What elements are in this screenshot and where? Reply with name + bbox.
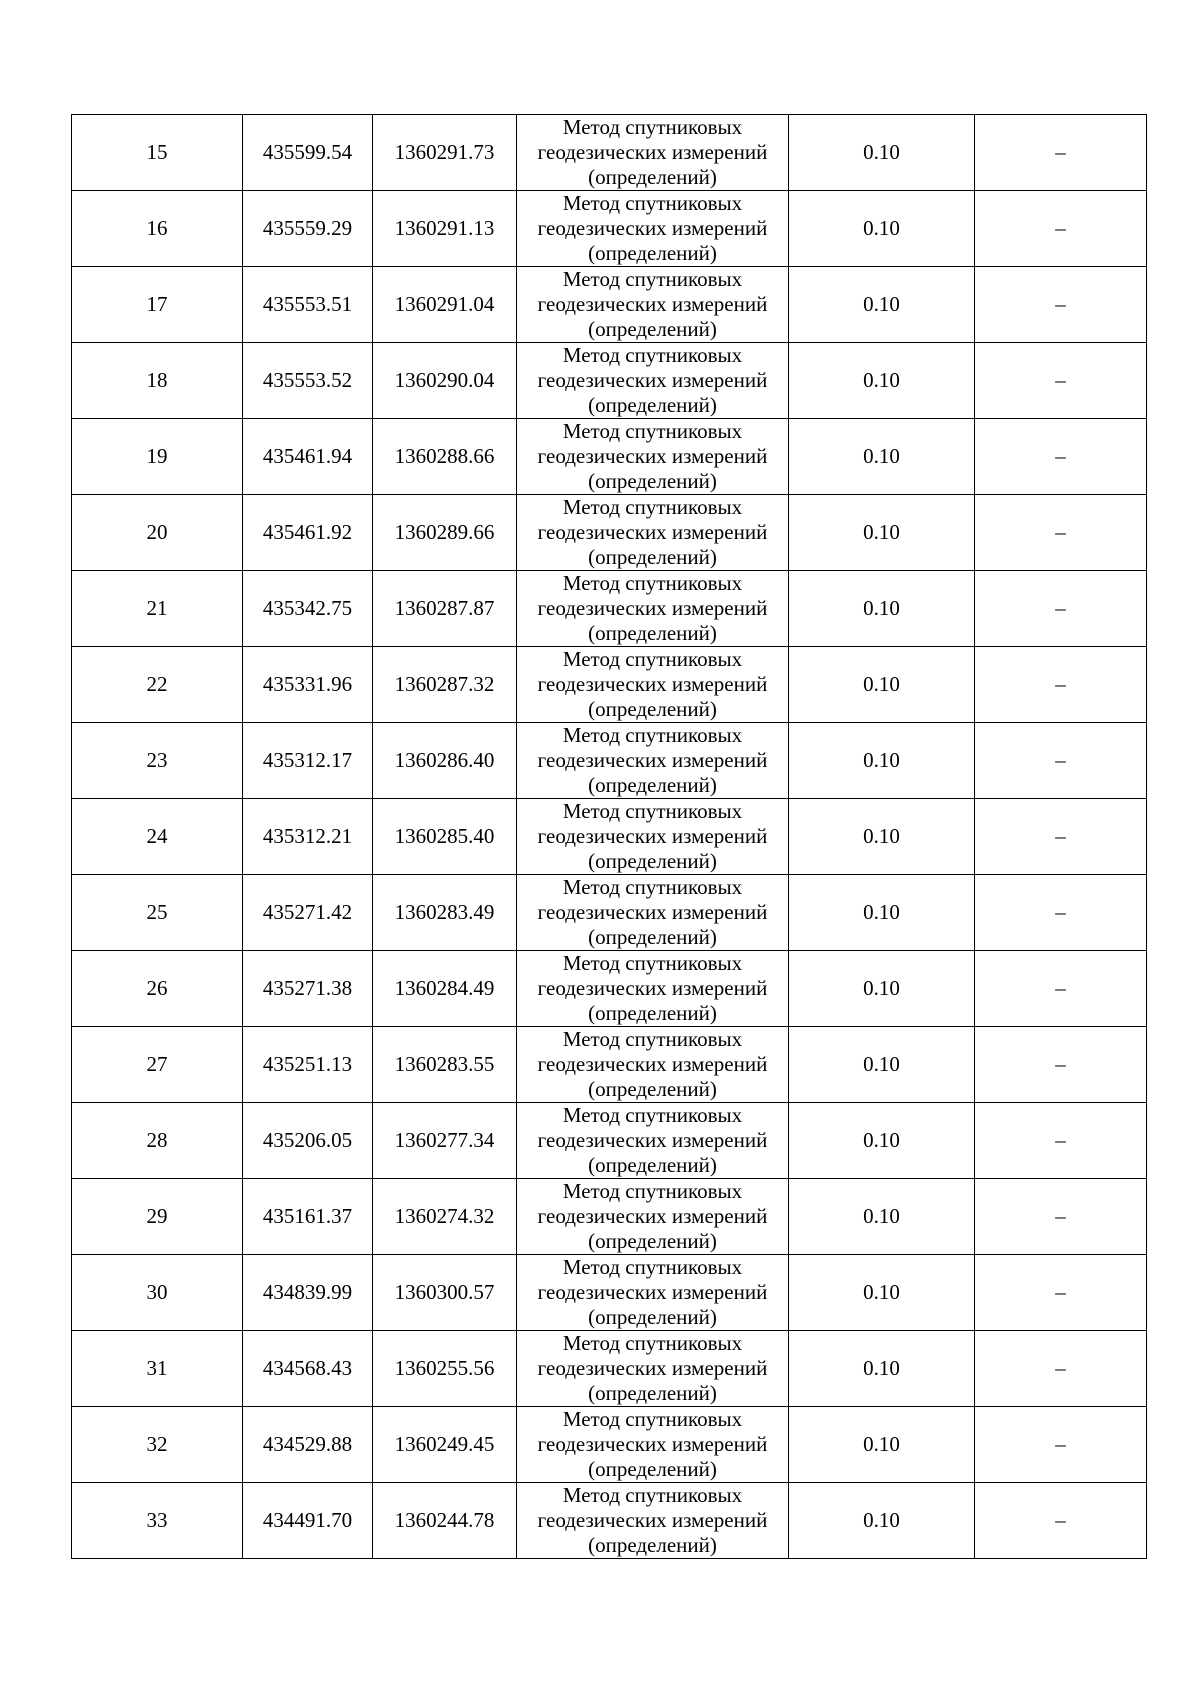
accuracy-cell: 0.10: [789, 1255, 975, 1331]
description-cell: –: [975, 419, 1147, 495]
table-row: [72, 1255, 1147, 1331]
accuracy-cell: 0.10: [789, 723, 975, 799]
point-number-cell: 32: [72, 1407, 243, 1483]
table-row: [72, 951, 1147, 1027]
method-line: Метод спутниковых: [562, 191, 743, 215]
table-row: [72, 115, 1147, 191]
description-cell: –: [975, 875, 1147, 951]
method-line: Метод спутниковых: [562, 115, 743, 139]
description-cell: –: [975, 1103, 1147, 1179]
x-coordinate-cell: 435461.94: [243, 419, 373, 495]
method-line: геодезических измерений: [537, 748, 768, 772]
method-line: (определений): [588, 241, 717, 265]
y-coordinate-cell: 1360274.32: [373, 1179, 517, 1255]
point-number-cell: 31: [72, 1331, 243, 1407]
accuracy-cell: 0.10: [789, 1027, 975, 1103]
x-coordinate-cell: 435331.96: [243, 647, 373, 723]
y-coordinate-cell: 1360288.66: [373, 419, 517, 495]
method-line: Метод спутниковых: [562, 1331, 743, 1355]
method-line: (определений): [588, 1381, 717, 1405]
table-row: [72, 647, 1147, 723]
table-row: [72, 267, 1147, 343]
method-line: геодезических измерений: [537, 1432, 768, 1456]
point-number-cell: 17: [72, 267, 243, 343]
method-line: Метод спутниковых: [562, 571, 743, 595]
y-coordinate-cell: 1360255.56: [373, 1331, 517, 1407]
description-cell: –: [975, 267, 1147, 343]
method-line: геодезических измерений: [537, 368, 768, 392]
method-line: геодезических измерений: [537, 900, 768, 924]
point-number-cell: 15: [72, 115, 243, 191]
method-line: геодезических измерений: [537, 444, 768, 468]
method-line: Метод спутниковых: [562, 951, 743, 975]
accuracy-cell: 0.10: [789, 495, 975, 571]
method-line: (определений): [588, 925, 717, 949]
x-coordinate-cell: 435312.21: [243, 799, 373, 875]
point-number-cell: 28: [72, 1103, 243, 1179]
method-cell: [517, 343, 789, 419]
y-coordinate-cell: 1360286.40: [373, 723, 517, 799]
description-cell: –: [975, 343, 1147, 419]
description-cell: –: [975, 1027, 1147, 1103]
accuracy-cell: 0.10: [789, 1483, 975, 1559]
method-cell: [517, 267, 789, 343]
method-line: геодезических измерений: [537, 596, 768, 620]
accuracy-cell: 0.10: [789, 1331, 975, 1407]
method-line: геодезических измерений: [537, 672, 768, 696]
method-cell: [517, 875, 789, 951]
coordinates-table: [71, 114, 1147, 1559]
method-line: (определений): [588, 1001, 717, 1025]
y-coordinate-cell: 1360284.49: [373, 951, 517, 1027]
y-coordinate-cell: 1360291.04: [373, 267, 517, 343]
x-coordinate-cell: 434839.99: [243, 1255, 373, 1331]
method-cell: [517, 1103, 789, 1179]
method-line: (определений): [588, 165, 717, 189]
table-row: [72, 1103, 1147, 1179]
method-line: (определений): [588, 1229, 717, 1253]
method-line: Метод спутниковых: [562, 1255, 743, 1279]
description-cell: –: [975, 115, 1147, 191]
accuracy-cell: 0.10: [789, 267, 975, 343]
table-row: [72, 723, 1147, 799]
description-cell: –: [975, 1255, 1147, 1331]
method-line: геодезических измерений: [537, 292, 768, 316]
method-line: геодезических измерений: [537, 1280, 768, 1304]
table-row: [72, 571, 1147, 647]
method-line: (определений): [588, 1077, 717, 1101]
accuracy-cell: 0.10: [789, 1103, 975, 1179]
method-cell: [517, 1483, 789, 1559]
accuracy-cell: 0.10: [789, 1407, 975, 1483]
accuracy-cell: 0.10: [789, 115, 975, 191]
x-coordinate-cell: 435553.52: [243, 343, 373, 419]
method-line: Метод спутниковых: [562, 723, 743, 747]
point-number-cell: 20: [72, 495, 243, 571]
x-coordinate-cell: 435251.13: [243, 1027, 373, 1103]
description-cell: –: [975, 1483, 1147, 1559]
point-number-cell: 19: [72, 419, 243, 495]
method-line: (определений): [588, 1533, 717, 1557]
x-coordinate-cell: 435312.17: [243, 723, 373, 799]
method-cell: [517, 647, 789, 723]
accuracy-cell: 0.10: [789, 191, 975, 267]
method-line: Метод спутниковых: [562, 495, 743, 519]
method-line: геодезических измерений: [537, 1204, 768, 1228]
method-cell: [517, 1255, 789, 1331]
method-line: Метод спутниковых: [562, 799, 743, 823]
method-line: геодезических измерений: [537, 1052, 768, 1076]
method-line: геодезических измерений: [537, 976, 768, 1000]
table-row: [72, 495, 1147, 571]
table-row: [72, 343, 1147, 419]
table-row: [72, 1483, 1147, 1559]
table-row: [72, 1331, 1147, 1407]
method-line: геодезических измерений: [537, 216, 768, 240]
method-line: геодезических измерений: [537, 520, 768, 544]
accuracy-cell: 0.10: [789, 951, 975, 1027]
method-line: Метод спутниковых: [562, 419, 743, 443]
method-line: (определений): [588, 621, 717, 645]
y-coordinate-cell: 1360277.34: [373, 1103, 517, 1179]
x-coordinate-cell: 435271.42: [243, 875, 373, 951]
x-coordinate-cell: 434568.43: [243, 1331, 373, 1407]
method-line: (определений): [588, 773, 717, 797]
x-coordinate-cell: 435461.92: [243, 495, 373, 571]
point-number-cell: 23: [72, 723, 243, 799]
table-row: [72, 875, 1147, 951]
method-cell: [517, 1407, 789, 1483]
point-number-cell: 33: [72, 1483, 243, 1559]
y-coordinate-cell: 1360244.78: [373, 1483, 517, 1559]
point-number-cell: 25: [72, 875, 243, 951]
table-row: [72, 1407, 1147, 1483]
x-coordinate-cell: 435161.37: [243, 1179, 373, 1255]
method-line: Метод спутниковых: [562, 1103, 743, 1127]
method-cell: [517, 1331, 789, 1407]
method-line: Метод спутниковых: [562, 267, 743, 291]
method-line: (определений): [588, 697, 717, 721]
table-row: [72, 1027, 1147, 1103]
y-coordinate-cell: 1360290.04: [373, 343, 517, 419]
method-cell: [517, 191, 789, 267]
method-line: Метод спутниковых: [562, 1407, 743, 1431]
y-coordinate-cell: 1360291.13: [373, 191, 517, 267]
description-cell: –: [975, 495, 1147, 571]
method-cell: [517, 495, 789, 571]
y-coordinate-cell: 1360289.66: [373, 495, 517, 571]
accuracy-cell: 0.10: [789, 571, 975, 647]
accuracy-cell: 0.10: [789, 647, 975, 723]
method-cell: [517, 723, 789, 799]
description-cell: –: [975, 1179, 1147, 1255]
x-coordinate-cell: 435206.05: [243, 1103, 373, 1179]
point-number-cell: 21: [72, 571, 243, 647]
accuracy-cell: 0.10: [789, 799, 975, 875]
y-coordinate-cell: 1360285.40: [373, 799, 517, 875]
y-coordinate-cell: 1360291.73: [373, 115, 517, 191]
method-cell: [517, 419, 789, 495]
description-cell: –: [975, 1407, 1147, 1483]
accuracy-cell: 0.10: [789, 1179, 975, 1255]
description-cell: –: [975, 647, 1147, 723]
method-line: Метод спутниковых: [562, 647, 743, 671]
method-cell: [517, 1027, 789, 1103]
y-coordinate-cell: 1360249.45: [373, 1407, 517, 1483]
table-row: [72, 419, 1147, 495]
point-number-cell: 16: [72, 191, 243, 267]
method-cell: [517, 951, 789, 1027]
y-coordinate-cell: 1360287.87: [373, 571, 517, 647]
method-line: Метод спутниковых: [562, 875, 743, 899]
method-line: (определений): [588, 1305, 717, 1329]
method-line: геодезических измерений: [537, 1508, 768, 1532]
method-cell: [517, 1179, 789, 1255]
description-cell: –: [975, 799, 1147, 875]
accuracy-cell: 0.10: [789, 419, 975, 495]
point-number-cell: 18: [72, 343, 243, 419]
method-line: (определений): [588, 1153, 717, 1177]
method-cell: [517, 799, 789, 875]
x-coordinate-cell: 435553.51: [243, 267, 373, 343]
y-coordinate-cell: 1360283.49: [373, 875, 517, 951]
accuracy-cell: 0.10: [789, 875, 975, 951]
x-coordinate-cell: 435599.54: [243, 115, 373, 191]
method-line: (определений): [588, 393, 717, 417]
method-line: Метод спутниковых: [562, 1179, 743, 1203]
point-number-cell: 26: [72, 951, 243, 1027]
y-coordinate-cell: 1360283.55: [373, 1027, 517, 1103]
point-number-cell: 30: [72, 1255, 243, 1331]
method-line: геодезических измерений: [537, 140, 768, 164]
method-cell: [517, 115, 789, 191]
method-line: геодезических измерений: [537, 1128, 768, 1152]
table-row: [72, 191, 1147, 267]
point-number-cell: 27: [72, 1027, 243, 1103]
x-coordinate-cell: 435559.29: [243, 191, 373, 267]
method-line: (определений): [588, 849, 717, 873]
x-coordinate-cell: 435271.38: [243, 951, 373, 1027]
accuracy-cell: 0.10: [789, 343, 975, 419]
description-cell: –: [975, 571, 1147, 647]
method-line: геодезических измерений: [537, 824, 768, 848]
table-row: [72, 1179, 1147, 1255]
method-line: Метод спутниковых: [562, 343, 743, 367]
description-cell: –: [975, 951, 1147, 1027]
method-line: (определений): [588, 317, 717, 341]
y-coordinate-cell: 1360300.57: [373, 1255, 517, 1331]
method-line: (определений): [588, 1457, 717, 1481]
point-number-cell: 24: [72, 799, 243, 875]
description-cell: –: [975, 1331, 1147, 1407]
description-cell: –: [975, 723, 1147, 799]
method-line: (определений): [588, 469, 717, 493]
x-coordinate-cell: 435342.75: [243, 571, 373, 647]
method-line: (определений): [588, 545, 717, 569]
point-number-cell: 22: [72, 647, 243, 723]
method-line: геодезических измерений: [537, 1356, 768, 1380]
y-coordinate-cell: 1360287.32: [373, 647, 517, 723]
method-line: Метод спутниковых: [562, 1027, 743, 1051]
point-number-cell: 29: [72, 1179, 243, 1255]
x-coordinate-cell: 434491.70: [243, 1483, 373, 1559]
x-coordinate-cell: 434529.88: [243, 1407, 373, 1483]
method-line: Метод спутниковых: [562, 1483, 743, 1507]
table-row: [72, 799, 1147, 875]
description-cell: –: [975, 191, 1147, 267]
coordinates-table-body: [72, 115, 1147, 1559]
method-cell: [517, 571, 789, 647]
